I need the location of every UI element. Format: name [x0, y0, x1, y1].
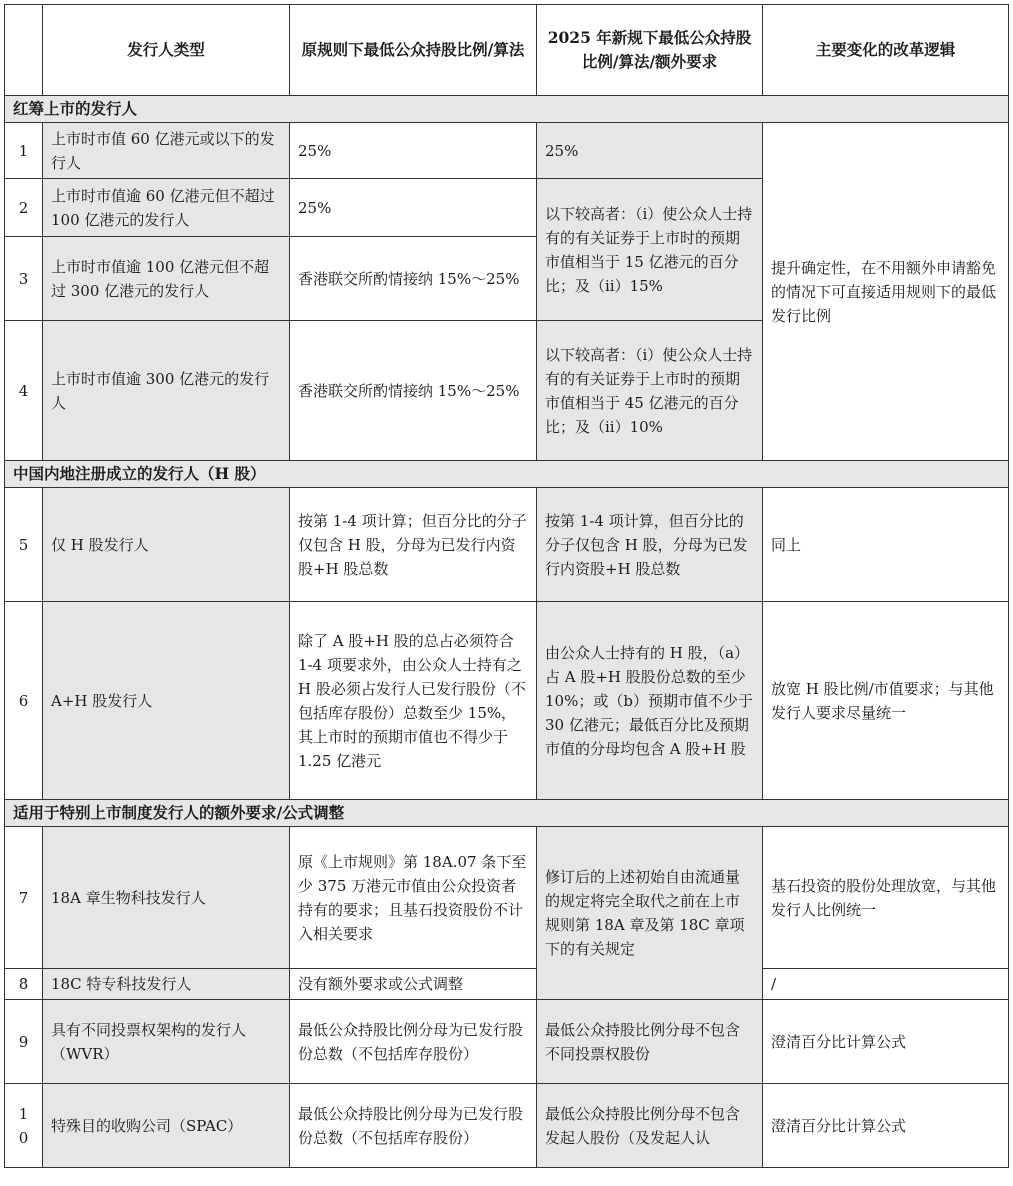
reform-logic-cell: / [763, 969, 1009, 1000]
issuer-type-cell: A+H 股发行人 [43, 602, 290, 800]
old-rule-cell: 最低公众持股比例分母为已发行股份总数（不包括库存股份） [290, 1084, 537, 1168]
new-rule-cell: 最低公众持股比例分母不包含不同投票权股份 [537, 1000, 763, 1084]
new-rule-cell: 按第 1-4 项计算，但百分比的分子仅包含 H 股，分母为已发行内资股+H 股总数 [537, 488, 763, 602]
row-number: 3 [5, 237, 43, 321]
row-number: 7 [5, 827, 43, 969]
section-row [5, 461, 1009, 488]
header-old-rule: 原规则下最低公众持股比例/算法 [290, 5, 537, 96]
section-row [5, 96, 1009, 123]
row-number: 1 [5, 123, 43, 179]
row-number-text: 10 [18, 1104, 29, 1147]
header-issuer-type: 发行人类型 [43, 5, 290, 96]
section-row [5, 800, 1009, 827]
issuer-type-cell: 上市时市值逾 300 亿港元的发行人 [43, 321, 290, 461]
section-title-special: 适用于特别上市制度发行人的额外要求/公式调整 [5, 800, 1009, 827]
issuer-type-cell: 仅 H 股发行人 [43, 488, 290, 602]
old-rule-cell: 按第 1-4 项计算；但百分比的分子仅包含 H 股，分母为已发行内资股+H 股总数 [290, 488, 537, 602]
old-rule-cell: 除了 A 股+H 股的总占必须符合 1-4 项要求外，由公众人士持有之 H 股必须占发行人已发行股份（不包括库存股份）总数至少 15%，其上市时的预期市值也不得少于 1.25 亿港元 [290, 602, 537, 800]
issuer-type-cell: 18C 特专科技发行人 [43, 969, 290, 1000]
row-number: 5 [5, 488, 43, 602]
table-row [5, 1084, 1009, 1168]
row-number [5, 1084, 43, 1168]
table-row [5, 488, 1009, 602]
row-number: 9 [5, 1000, 43, 1084]
reform-logic-cell: 澄清百分比计算公式 [763, 1084, 1009, 1168]
issuer-type-cell: 特殊目的收购公司（SPAC） [43, 1084, 290, 1168]
new-rule-cell: 以下较高者：（i）使公众人士持有的有关证券于上市时的预期市值相当于 15 亿港元的百分比；及（ii）15% [537, 179, 763, 321]
old-rule-cell: 香港联交所酌情接纳 15%～25% [290, 321, 537, 461]
old-rule-cell: 最低公众持股比例分母为已发行股份总数（不包括库存股份） [290, 1000, 537, 1084]
new-rule-cell: 由公众人士持有的 H 股，（a）占 A 股+H 股股份总数的至少 10%；或（b）预期市值不少于 30 亿港元；最低百分比及预期市值的分母均包含 A 股+H 股 [537, 602, 763, 800]
old-rule-cell: 25% [290, 123, 537, 179]
header-new-rule: 2025 年新规下最低公众持股比例/算法/额外要求 [537, 5, 763, 96]
issuer-type-cell: 上市时市值逾 60 亿港元但不超过 100 亿港元的发行人 [43, 179, 290, 237]
reform-logic-cell: 放宽 H 股比例/市值要求；与其他发行人要求尽量统一 [763, 602, 1009, 800]
rules-comparison-table [4, 4, 1009, 1168]
reform-logic-cell: 基石投资的股份处理放宽，与其他发行人比例统一 [763, 827, 1009, 969]
reform-logic-cell: 澄清百分比计算公式 [763, 1000, 1009, 1084]
new-rule-cell: 修订后的上述初始自由流通量的规定将完全取代之前在上市规则第 18A 章及第 18C 章项下的有关规定 [537, 827, 763, 1000]
old-rule-cell: 没有额外要求或公式调整 [290, 969, 537, 1000]
table-row [5, 969, 1009, 1000]
header-index [5, 5, 43, 96]
row-number: 6 [5, 602, 43, 800]
issuer-type-cell: 上市时市值逾 100 亿港元但不超过 300 亿港元的发行人 [43, 237, 290, 321]
header-row [5, 5, 1009, 96]
issuer-type-cell: 具有不同投票权架构的发行人（WVR） [43, 1000, 290, 1084]
new-rule-cell: 最低公众持股比例分母不包含发起人股份（及发起人认 [537, 1084, 763, 1168]
new-rule-cell: 25% [537, 123, 763, 179]
row-number: 4 [5, 321, 43, 461]
row-number: 8 [5, 969, 43, 1000]
old-rule-cell: 香港联交所酌情接纳 15%～25% [290, 237, 537, 321]
section-title-mainland: 中国内地注册成立的发行人（H 股） [5, 461, 1009, 488]
table-row [5, 602, 1009, 800]
table-row [5, 1000, 1009, 1084]
old-rule-cell: 25% [290, 179, 537, 237]
table-row [5, 123, 1009, 179]
section-title-redchip: 红筹上市的发行人 [5, 96, 1009, 123]
row-number: 2 [5, 179, 43, 237]
reform-logic-cell: 同上 [763, 488, 1009, 602]
issuer-type-cell: 18A 章生物科技发行人 [43, 827, 290, 969]
reform-logic-cell: 提升确定性，在不用额外申请豁免的情况下可直接适用规则下的最低发行比例 [763, 123, 1009, 461]
header-reform-logic: 主要变化的改革逻辑 [763, 5, 1009, 96]
issuer-type-cell: 上市时市值 60 亿港元或以下的发行人 [43, 123, 290, 179]
new-rule-cell: 以下较高者：（i）使公众人士持有的有关证券于上市时的预期市值相当于 45 亿港元的百分比；及（ii）10% [537, 321, 763, 461]
table-row [5, 827, 1009, 969]
old-rule-cell: 原《上市规则》第 18A.07 条下至少 375 万港元市值由公众投资者持有的要求；且基石投资股份不计入相关要求 [290, 827, 537, 969]
